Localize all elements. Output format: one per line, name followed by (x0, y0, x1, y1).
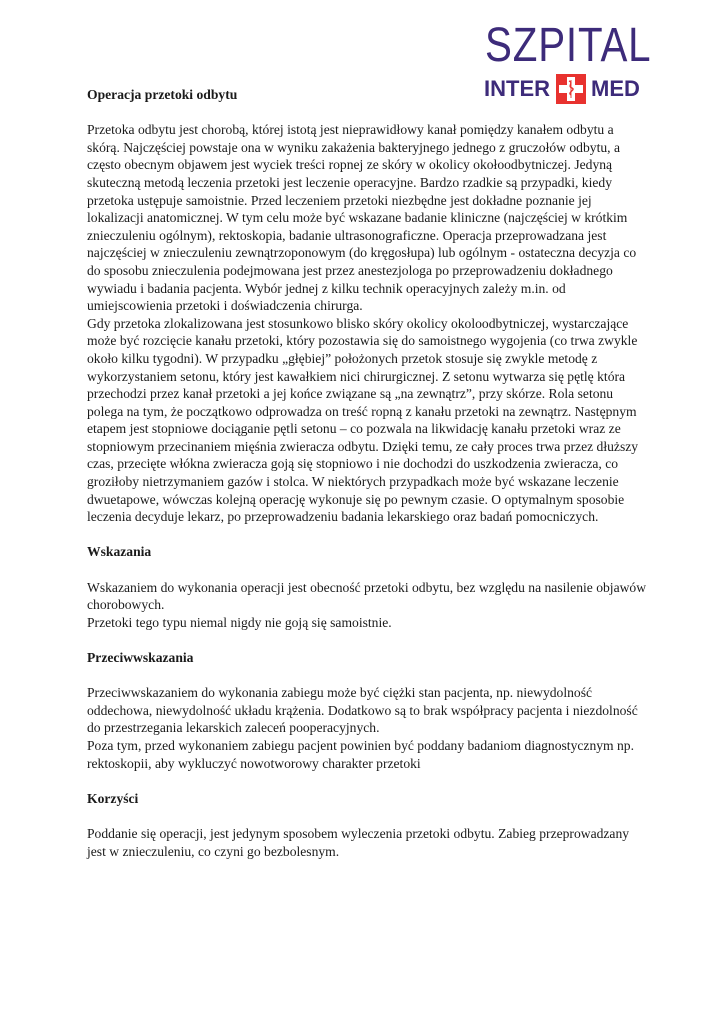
section-paragraph: Poza tym, przed wykonaniem zabiegu pacjent powinien być poddany badaniom diagnostycznym np. rektoskopii, aby wykluczyć nowotworowy charakter przetoki (87, 737, 635, 771)
section-heading-korzysci: Korzyści (87, 790, 139, 806)
logo-med-text: MED (591, 76, 640, 101)
logo-inter-text: INTER (484, 76, 550, 101)
intro-paragraph: Przetoka odbytu jest chorobą, której istotą jest nieprawidłowy kanał pomiędzy kanałem odbytu a skórą. Najczęściej powstaje ona w wyniku zakażenia bakteryjnego jednego z gruczołów odbytu, a często obecnym objawem jest wyciek treści ropnej ze skóry w okolicy okołoodbytniczej. Jedyną skuteczną metodą leczenia przetoki jest leczenie operacyjne. Bardzo rzadkie są przypadki, kiedy przetoka ustępuje samoistnie. Przed leczeniem przetoki niezbędne jest dokładne poznanie jej lokalizacji anatomicznej. W tym celu może być wskazane badanie kliniczne (najczęściej w krótkim znieczuleniu ogólnym), rektoskopia, badanie ultrasonograficzne. Operacja przeprowadzana jest najczęściej w znieczuleniu zewnątrzoponowym (do kręgosłupa) lub ogólnym - ostateczna decyzja co do sposobu znieczulenia podejmowana jest przez anestezjologa po przeprowadzeniu dokładnego wywiadu i badania pacjenta. Wybór jednej z kilku technik operacyjnych zależy m.in. od umiejscowienia przetoki i doświadczenia chirurga. (87, 122, 637, 314)
section-paragraph: Przetoki tego typu niemal nigdy nie goją się samoistnie. (87, 614, 392, 630)
section-paragraph: Poddanie się operacji, jest jedynym sposobem wyleczenia przetoki odbytu. Zabieg przeprowadzany jest w znieczuleniu, co czyni go bezbolesnym. (87, 825, 630, 859)
section-paragraph: Wskazaniem do wykonania operacji jest obecność przetoki odbytu, bez względu na nasilenie objawów chorobowych. (87, 579, 647, 613)
section-heading-wskazania: Wskazania (87, 544, 152, 560)
section-paragraph: Przeciwwskazaniem do wykonania zabiegu może być ciężki stan pacjenta, np. niewydolność oddechowa, niewydolność układu krążenia. Dodatkowo są to brak współpracy pacjenta i niezdolność do przestrzegania lekarskich zaleceń pooperacyjnych. (87, 685, 638, 736)
intro-paragraph: Gdy przetoka zlokalizowana jest stosunkowo blisko skóry okolicy okoloodbytniczej, wystarczające może być rozcięcie kanału przetoki, który pozostawia się do samoistnego wygojenia (co trwa zwykle około kilku tygodni). W przypadku „głębiej” położonych przetok stosuje się zwykle metodę z wykorzystaniem setonu, który jest kawałkiem nici chirurgicznej. Z setonu wytwarza się pętlę która przechodzi przez kanał przetoki a jej końce związane są „na zewnątrz”, przy skórze. Rola setonu polega na tym, że początkowo odprowadza on treść ropną z kanału przetoki na zewnątrz. Następnym etapem jest stopniowe dociąganie pętli setonu – co pozwala na likwidację kanału przetoki wraz ze stopniowym przecinaniem mięśnia zwieracza odbytu. Dzięki temu, ze cały proces trwa przez dłuższy czas, przecięte włókna zwieracza goją się stopniowo i nie dochodzi do uszkodzenia zwieracza, co groziłoby nietrzymaniem gazów i stolca. W niektórych przypadkach może być wskazane leczenie dwuetapowe, wówczas kolejną operację wykonuje się po pewnym czasie. O optymalnym sposobie leczenia decyduje lekarz, po przeprowadzeniu badania lekarskiego oraz badań pomocniczych. (87, 315, 639, 525)
document-title: Operacja przetoki odbytu (87, 87, 238, 102)
logo-title: SZPITAL (485, 19, 652, 72)
document-body (87, 86, 647, 860)
section-heading-przeciwwskazania: Przeciwwskazania (87, 650, 194, 665)
